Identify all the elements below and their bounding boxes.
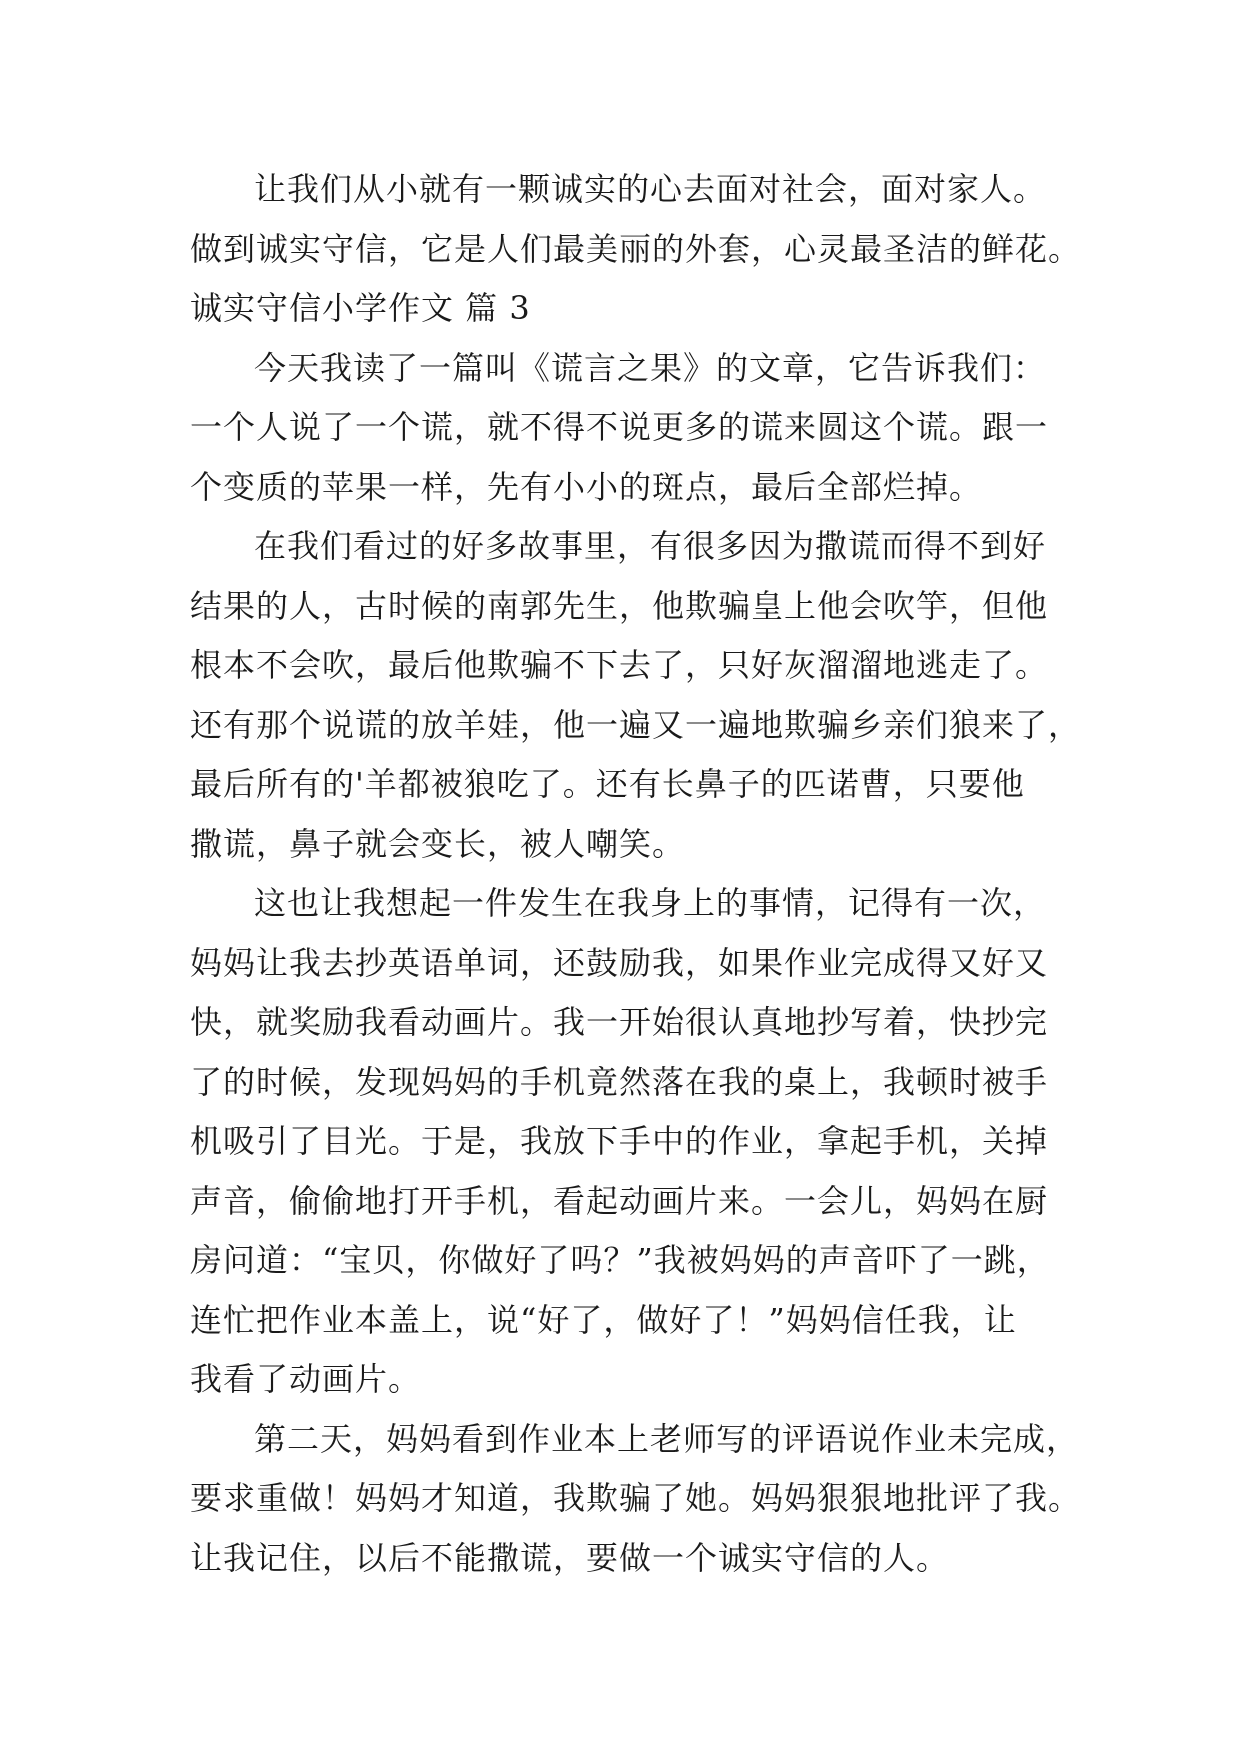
paragraph-line: 要求重做！妈妈才知道，我欺骗了她。妈妈狠狠地批评了我。 [190, 1479, 1082, 1517]
paragraph-line: 这也让我想起一件发生在我身上的事情，记得有一次， [254, 884, 1047, 922]
paragraph-line: 让我记住，以后不能撒谎，要做一个诚实守信的人。 [190, 1538, 950, 1577]
paragraph-line: 撒谎，鼻子就会变长，被人嘲笑。 [190, 824, 686, 863]
paragraph-line: 做到诚实守信，它是人们最美丽的外套，心灵最圣洁的鲜花。 [190, 229, 1082, 268]
paragraph-line: 声音，偷偷地打开手机，看起动画片来。一会儿，妈妈在厨 [190, 1181, 1049, 1220]
paragraph-line: 连忙把作业本盖上，说“好了，做好了！”妈妈信任我，让 [190, 1300, 1017, 1339]
paragraph-line: 第二天，妈妈看到作业本上老师写的评语说作业未完成， [254, 1419, 1080, 1458]
paragraph-line: 房问道：“宝贝，你做好了吗？”我被妈妈的声音吓了一跳， [190, 1241, 1050, 1279]
paragraph-line: 让我们从小就有一颗诚实的心去面对社会，面对家人。 [254, 170, 1047, 208]
paragraph-line: 还有那个说谎的放羊娃，他一遍又一遍地欺骗乡亲们狼来了， [190, 705, 1082, 744]
paragraph-line: 结果的人，古时候的南郭先生，他欺骗皇上他会吹竽，但他 [190, 586, 1049, 625]
paragraph-line: 我看了动画片。 [190, 1360, 422, 1398]
paragraph-line: 妈妈让我去抄英语单词，还鼓励我，如果作业完成得又好又 [190, 943, 1049, 982]
paragraph-line: 根本不会吹，最后他欺骗不下去了，只好灰溜溜地逃走了。 [190, 646, 1049, 684]
paragraph-line: 快，就奖励我看动画片。我一开始很认真地抄写着，快抄完 [190, 1003, 1049, 1041]
paragraph-line: 了的时候，发现妈妈的手机竟然落在我的桌上，我顿时被手 [190, 1062, 1049, 1101]
paragraph-line: 在我们看过的好多故事里，有很多因为撒谎而得不到好 [254, 527, 1047, 565]
paragraph-line: 机吸引了目光。于是，我放下手中的作业，拿起手机，关掉 [190, 1122, 1049, 1160]
paragraph-line: 今天我读了一篇叫《谎言之果》的文章，它告诉我们： [254, 348, 1047, 387]
section-heading: 诚实守信小学作文 篇 3 [190, 289, 531, 327]
paragraph-line: 最后所有的'羊都被狼吃了。还有长鼻子的匹诺曹，只要他 [190, 765, 1025, 803]
paragraph-line: 个变质的苹果一样，先有小小的斑点，最后全部烂掉。 [190, 467, 983, 506]
paragraph-line: 一个人说了一个谎，就不得不说更多的谎来圆这个谎。跟一 [190, 408, 1049, 446]
article-body [190, 160, 1080, 1588]
